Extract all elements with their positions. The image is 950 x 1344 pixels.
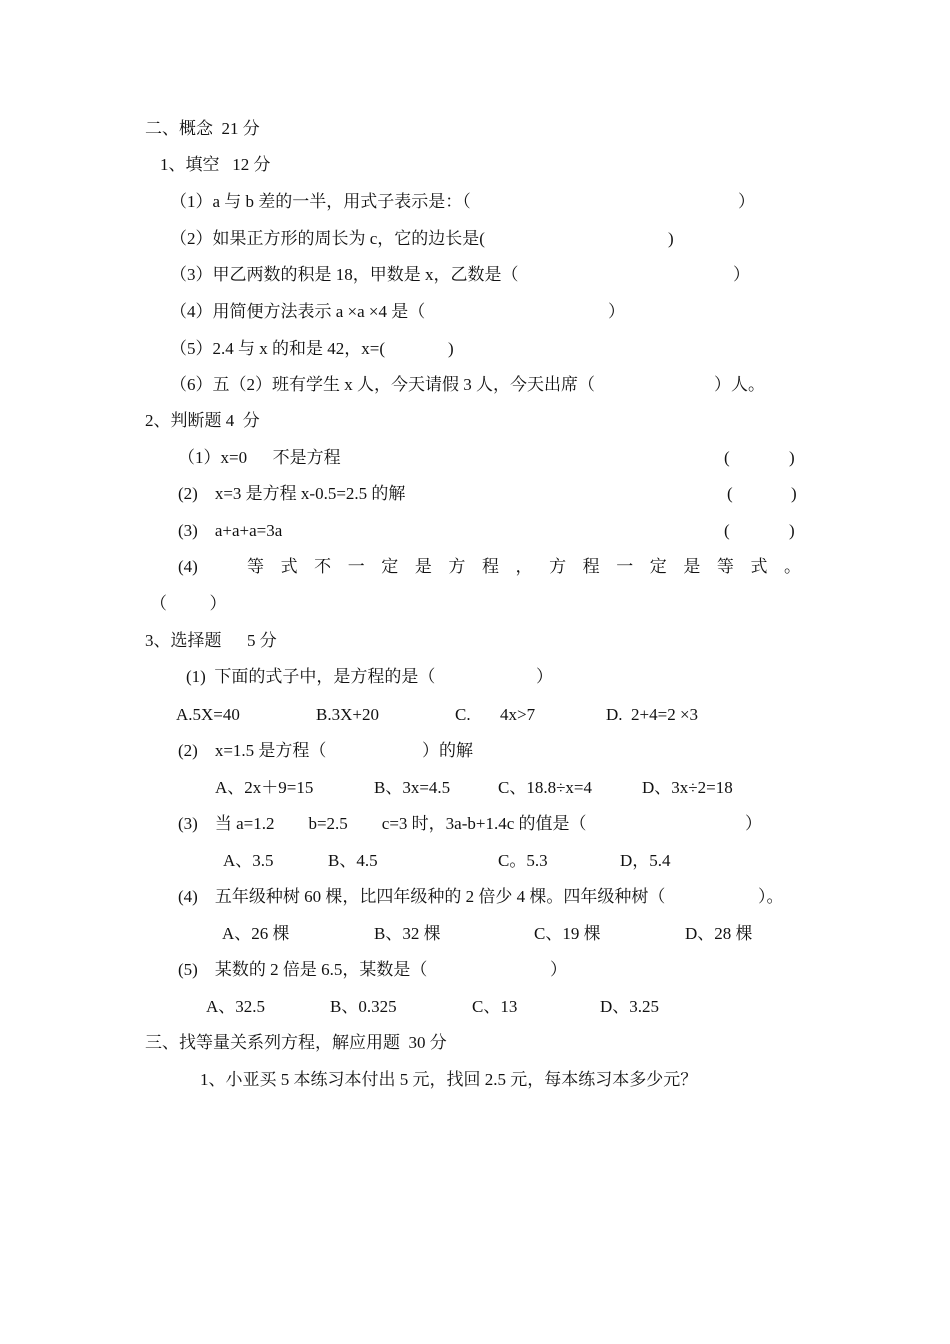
judge-q4-char: 一 [347, 557, 365, 576]
section-3-title: 三、找等量关系列方程，解应用题 30 分 [145, 1033, 447, 1052]
judge-q4-char: 等 [247, 557, 264, 576]
judge-q4-char: 定 [381, 557, 399, 576]
fill-q4: （4）用简便方法表示 a ×a ×4 是（ [170, 302, 426, 321]
choice-q3-option-c: C。5.3 [498, 851, 548, 870]
choice-q2-close: ）的解 [422, 741, 473, 760]
judge-q4-char: 。 [784, 557, 801, 576]
fill-q3-close: ） [733, 265, 750, 284]
choice-q2-option-b: B、3x=4.5 [374, 778, 451, 797]
judge-q2-paren-open: ( [727, 484, 733, 503]
judge-q4-paren: （ ） [150, 594, 227, 613]
fill-q4-close: ） [608, 302, 625, 321]
judge-q4-char: 是 [414, 557, 432, 576]
judge-q4-char: 式 [750, 557, 768, 576]
choice-q4-option-d: D、28 棵 [685, 924, 753, 943]
judge-q4-char: 定 [649, 557, 667, 576]
choice-q1-close: ） [536, 667, 553, 686]
judge-q4-char: 程 [481, 557, 499, 576]
judge-q4-char: 式 [280, 557, 298, 576]
judge-q3: (3) a+a+a=3a [178, 521, 283, 540]
fill-q5-close: ) [448, 339, 454, 358]
choice-q5-option-d: D、3.25 [600, 997, 660, 1016]
choice-q4-close: ）。 [758, 887, 784, 906]
judge-q4-char: 方 [549, 557, 567, 576]
choice-q5: (5) 某数的 2 倍是 6.5，某数是（ [178, 960, 428, 979]
choice-q1-option-c-value: 4x>7 [500, 705, 536, 724]
choice-q1: (1) 下面的式子中，是方程的是（ [186, 667, 436, 686]
choice-q3-close: ） [745, 814, 762, 833]
choice-q2-option-c: C、18.8÷x=4 [498, 778, 593, 797]
choice-q3: (3) 当 a=1.2 b=2.5 c=3 时，3a-b+1.4c 的值是（ [178, 814, 587, 833]
fill-q1-close: ） [738, 192, 755, 211]
choice-q3-option-a: A、3.5 [223, 851, 274, 870]
choice-q4-option-c: C、19 棵 [534, 924, 601, 943]
choice-q5-close: ） [550, 960, 567, 979]
judge-q4-char: 不 [314, 557, 332, 576]
choice-q4: (4) 五年级种树 60 棵，比四年级种的 2 倍少 4 棵。四年级种树（ [178, 887, 666, 906]
judge-q2-paren-close: ) [791, 484, 797, 503]
judge-q3-paren-close: ) [789, 521, 795, 540]
judge-q4-char: 一 [616, 557, 634, 576]
fill-blank-title: 1、填空 12 分 [160, 155, 271, 174]
choice-q1-option-c: C. [455, 705, 471, 724]
choice-q5-option-b: B、0.325 [330, 997, 397, 1016]
choice-q1-option-d: D. 2+4=2 ×3 [606, 705, 699, 724]
choice-q3-option-d: D，5.4 [620, 851, 671, 870]
judge-q1: （1）x=0 不是方程 [178, 448, 341, 467]
fill-q3: （3）甲乙两数的积是 18，甲数是 x，乙数是（ [170, 265, 519, 284]
choice-q4-option-b: B、32 棵 [374, 924, 441, 943]
choice-q1-option-b: B.3X+20 [316, 705, 379, 724]
judge-q4-number: (4) [178, 557, 198, 576]
judge-q4-char: 方 [448, 557, 466, 576]
choice-title: 3、选择题 5 分 [145, 631, 277, 650]
judge-q4-char: 程 [582, 557, 600, 576]
fill-q1: （1）a 与 b 差的一半，用式子表示是：（ [170, 192, 471, 211]
choice-q2-option-a: A、2x＋9=15 [215, 778, 314, 797]
choice-q5-option-a: A、32.5 [206, 997, 266, 1016]
fill-q6: （6）五（2）班有学生 x 人，今天请假 3 人，今天出席（ [170, 375, 595, 394]
judge-q2: (2) x=3 是方程 x-0.5=2.5 的解 [178, 484, 406, 503]
choice-q2: (2) x=1.5 是方程（ [178, 741, 327, 760]
choice-q2-option-d: D、3x÷2=18 [642, 778, 733, 797]
judge-q1-paren-close: ) [789, 448, 795, 467]
judge-q3-paren-open: ( [724, 521, 730, 540]
choice-q3-option-b: B、4.5 [328, 851, 378, 870]
section-2-title: 二、概念 21 分 [145, 119, 260, 138]
judge-title: 2、判断题 4 分 [145, 411, 260, 430]
judge-q4-char: 是 [683, 557, 701, 576]
judge-q4-char: ， [515, 557, 533, 576]
fill-q2: （2）如果正方形的周长为 c，它的边长是( [170, 229, 485, 248]
judge-q1-paren-open: ( [724, 448, 730, 467]
choice-q1-option-a: A.5X=40 [176, 705, 240, 724]
word-problem-1: 1、小亚买 5 本练习本付出 5 元，找回 2.5 元，每本练习本多少元？ [200, 1070, 698, 1089]
fill-q5: （5）2.4 与 x 的和是 42，x=( [170, 339, 385, 358]
fill-q6-close: ）人。 [714, 375, 765, 394]
choice-q4-option-a: A、26 棵 [222, 924, 290, 943]
judge-q4-statement [247, 556, 801, 578]
judge-q4-char: 等 [716, 557, 734, 576]
choice-q5-option-c: C、13 [472, 997, 518, 1016]
fill-q2-close: ) [668, 229, 674, 248]
